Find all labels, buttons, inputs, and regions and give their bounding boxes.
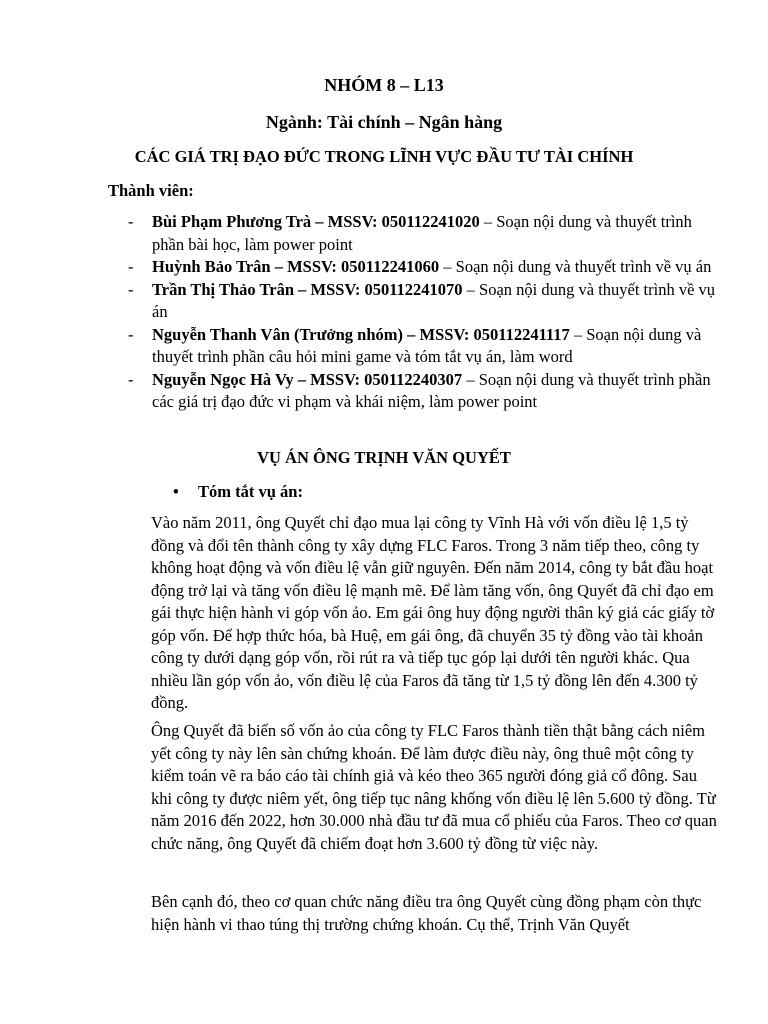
member-name: Trần Thị Thảo Trân – MSSV: 050112241070: [152, 279, 463, 299]
member-role: – Soạn nội dung và thuyết trình phần các giá trị đạo đức vi phạm và khái niệm, làm power point: [152, 369, 711, 411]
member-role: – Soạn nội dung và thuyết trình về vụ án: [152, 279, 716, 321]
list-item: [128, 256, 718, 279]
major-title: Ngành: Tài chính – Ngân hàng: [265, 112, 503, 132]
summary-label: Tóm tắt vụ án:: [198, 482, 303, 501]
paragraph: Vào năm 2011, ông Quyết chỉ đạo mua lại công ty Vĩnh Hà với vốn điều lệ 1,5 tỷ đồng và đổi tên thành công ty xây dựng FLC Faros. Trong 3 năm tiếp theo, công ty không hoạt động và vốn điều lệ vẫn giữ nguyên. Đến năm 2014, công ty bắt đầu hoạt động trở lại và tăng vốn điều lệ mạnh mẽ. Để làm tăng vốn, ông Quyết đã chỉ đạo em gái thực hiện hành vi góp vốn ảo. Em gái ông huy động người thân ký giả các giấy tờ góp vốn. Để hợp thức hóa, bà Huệ, em gái ông, đã chuyển 35 tỷ đồng vào tài khoản công ty dưới dạng góp vốn, rồi rút ra và tiếp tục góp lại dưới tên người khác. Qua nhiều lần góp vốn ảo, vốn điều lệ của Faros đã tăng từ 1,5 tỷ đồng lên đến 4.300 tỷ đồng.: [151, 513, 715, 712]
list-dash: -: [128, 279, 134, 299]
members-label: Thành viên:: [108, 181, 194, 200]
group-title: NHÓM 8 – L13: [324, 75, 444, 95]
paragraph: Ông Quyết đã biến số vốn ảo của công ty FLC Faros thành tiền thật bằng cách niêm yết công ty này lên sàn chứng khoán. Để làm được điều này, ông thuê một công ty kiểm toán vẽ ra báo cáo tài chính giả và kéo theo 365 người đóng giả cổ đông. Sau khi công ty được niêm yết, ông tiếp tục nâng khống vốn điều lệ lên 5.600 tỷ đồng. Từ năm 2016 đến 2022, hơn 30.000 nhà đầu tư đã mua cổ phiếu của Faros. Theo cơ quan chức năng, ông Quyết đã chiếm đoạt hơn 3.600 tỷ đồng từ việc này.: [151, 721, 717, 853]
summary-heading: [173, 481, 303, 504]
list-item: [128, 324, 718, 369]
member-name: Huỳnh Bảo Trân – MSSV: 050112241060: [152, 257, 440, 276]
list-item: [128, 369, 718, 414]
member-role: – Soạn nội dung và thuyết trình phần câu hỏi mini game và tóm tắt vụ án, làm word: [152, 324, 702, 366]
bullet-icon: •: [173, 482, 179, 501]
case-title: VỤ ÁN ÔNG TRỊNH VĂN QUYẾT: [257, 448, 511, 467]
member-role: – Soạn nội dung và thuyết trình về vụ án: [439, 257, 712, 276]
list-dash: -: [128, 324, 134, 344]
list-item: [128, 211, 718, 256]
member-name: Nguyễn Ngọc Hà Vy – MSSV: 050112240307: [152, 369, 463, 389]
list-dash: -: [128, 257, 134, 276]
member-role: – Soạn nội dung và thuyết trình phần bài học, làm power point: [152, 212, 692, 254]
member-name: Bùi Phạm Phương Trà – MSSV: 050112241020: [152, 212, 480, 231]
list-item: [128, 279, 718, 324]
member-list: [128, 211, 718, 414]
topic-title: CÁC GIÁ TRỊ ĐẠO ĐỨC TRONG LĨNH VỰC ĐẦU TƯ TÀI CHÍNH: [134, 147, 634, 166]
member-name: Nguyễn Thanh Vân (Trưởng nhóm) – MSSV: 050112241117: [152, 324, 570, 344]
list-dash: -: [128, 369, 134, 389]
list-dash: -: [128, 212, 134, 231]
paragraph: Bên cạnh đó, theo cơ quan chức năng điều tra ông Quyết cùng đồng phạm còn thực hiện hành vi thao túng thị trường chứng khoán. Cụ thể, Trịnh Văn Quyết: [151, 892, 702, 934]
